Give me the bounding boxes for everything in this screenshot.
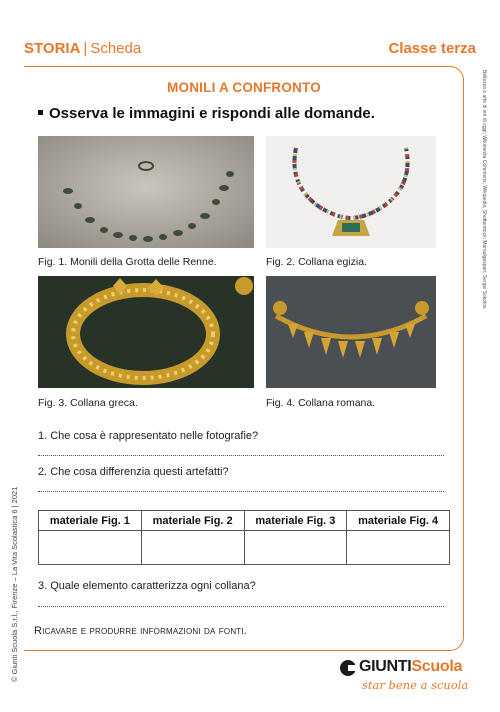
instruction-text: Osserva le immagini e rispondi alle domande. bbox=[49, 105, 375, 122]
brand-name bbox=[359, 658, 462, 676]
figure-1-photo bbox=[38, 136, 254, 248]
table-header-row bbox=[39, 511, 450, 531]
answer-cell-fig-1[interactable] bbox=[39, 531, 142, 565]
answer-cell-fig-2[interactable] bbox=[141, 531, 244, 565]
answer-line-1[interactable] bbox=[38, 455, 444, 456]
brand-name-a: GIUNTI bbox=[359, 658, 412, 675]
figure-4-caption: Fig. 4. Collana romana. bbox=[266, 397, 376, 409]
table-header-cell: materiale Fig. 4 bbox=[347, 511, 450, 531]
bullet-icon bbox=[38, 110, 43, 115]
brand-name-b: Scuola bbox=[411, 658, 463, 675]
subject-label: STORIA bbox=[24, 40, 81, 57]
sheet-type: Scheda bbox=[90, 40, 142, 57]
question-1: 1. Che cosa è rappresentato nelle fotografie? bbox=[38, 430, 259, 442]
header-subject bbox=[24, 40, 141, 57]
copyright-text: © Giunti Scuola S.r.l., Firenze – La Vita Scolastica 6 | 2021 bbox=[10, 486, 19, 682]
page-header bbox=[24, 40, 476, 62]
answer-line-3[interactable] bbox=[38, 606, 444, 607]
photo-credits bbox=[476, 70, 490, 330]
table-row bbox=[39, 531, 450, 565]
answer-cell-fig-3[interactable] bbox=[244, 531, 347, 565]
figure-3-caption: Fig. 3. Collana greca. bbox=[38, 397, 138, 409]
figure-4-photo bbox=[266, 276, 436, 388]
answer-line-2[interactable] bbox=[38, 491, 444, 492]
footer-skill: Ricavare e produrre informazioni da fonti. bbox=[34, 625, 248, 637]
publisher-logo bbox=[340, 658, 470, 698]
materials-table bbox=[38, 510, 450, 565]
instruction bbox=[38, 105, 375, 122]
figure-2-photo bbox=[266, 136, 436, 248]
question-2: 2. Che cosa differenzia questi artefatti? bbox=[38, 466, 229, 478]
table-header-cell: materiale Fig. 3 bbox=[244, 511, 347, 531]
header-separator: | bbox=[83, 40, 88, 57]
figure-3-photo bbox=[38, 276, 254, 388]
brand-tagline: star bene a scuola bbox=[362, 678, 469, 692]
figure-2-caption: Fig. 2. Collana egizia. bbox=[266, 256, 367, 268]
figure-1-caption: Fig. 1. Monili della Grotta delle Renne. bbox=[38, 256, 217, 268]
grade-label: Classe terza bbox=[388, 40, 476, 57]
table-header-cell: materiale Fig. 2 bbox=[141, 511, 244, 531]
table-header-cell: materiale Fig. 1 bbox=[39, 511, 142, 531]
question-3: 3. Quale elemento caratterizza ogni collana? bbox=[38, 580, 256, 592]
answer-cell-fig-4[interactable] bbox=[347, 531, 450, 565]
page-title: MONILI A CONFRONTO bbox=[167, 80, 321, 95]
giunti-logo-icon bbox=[340, 660, 356, 676]
photo-credits-text: Bellezza e arte di ieri di oggi; Wikimedia Commons; Wikipedia; Shutterstock; Mariadgaspari; Sergei Sokolov. bbox=[481, 70, 487, 310]
